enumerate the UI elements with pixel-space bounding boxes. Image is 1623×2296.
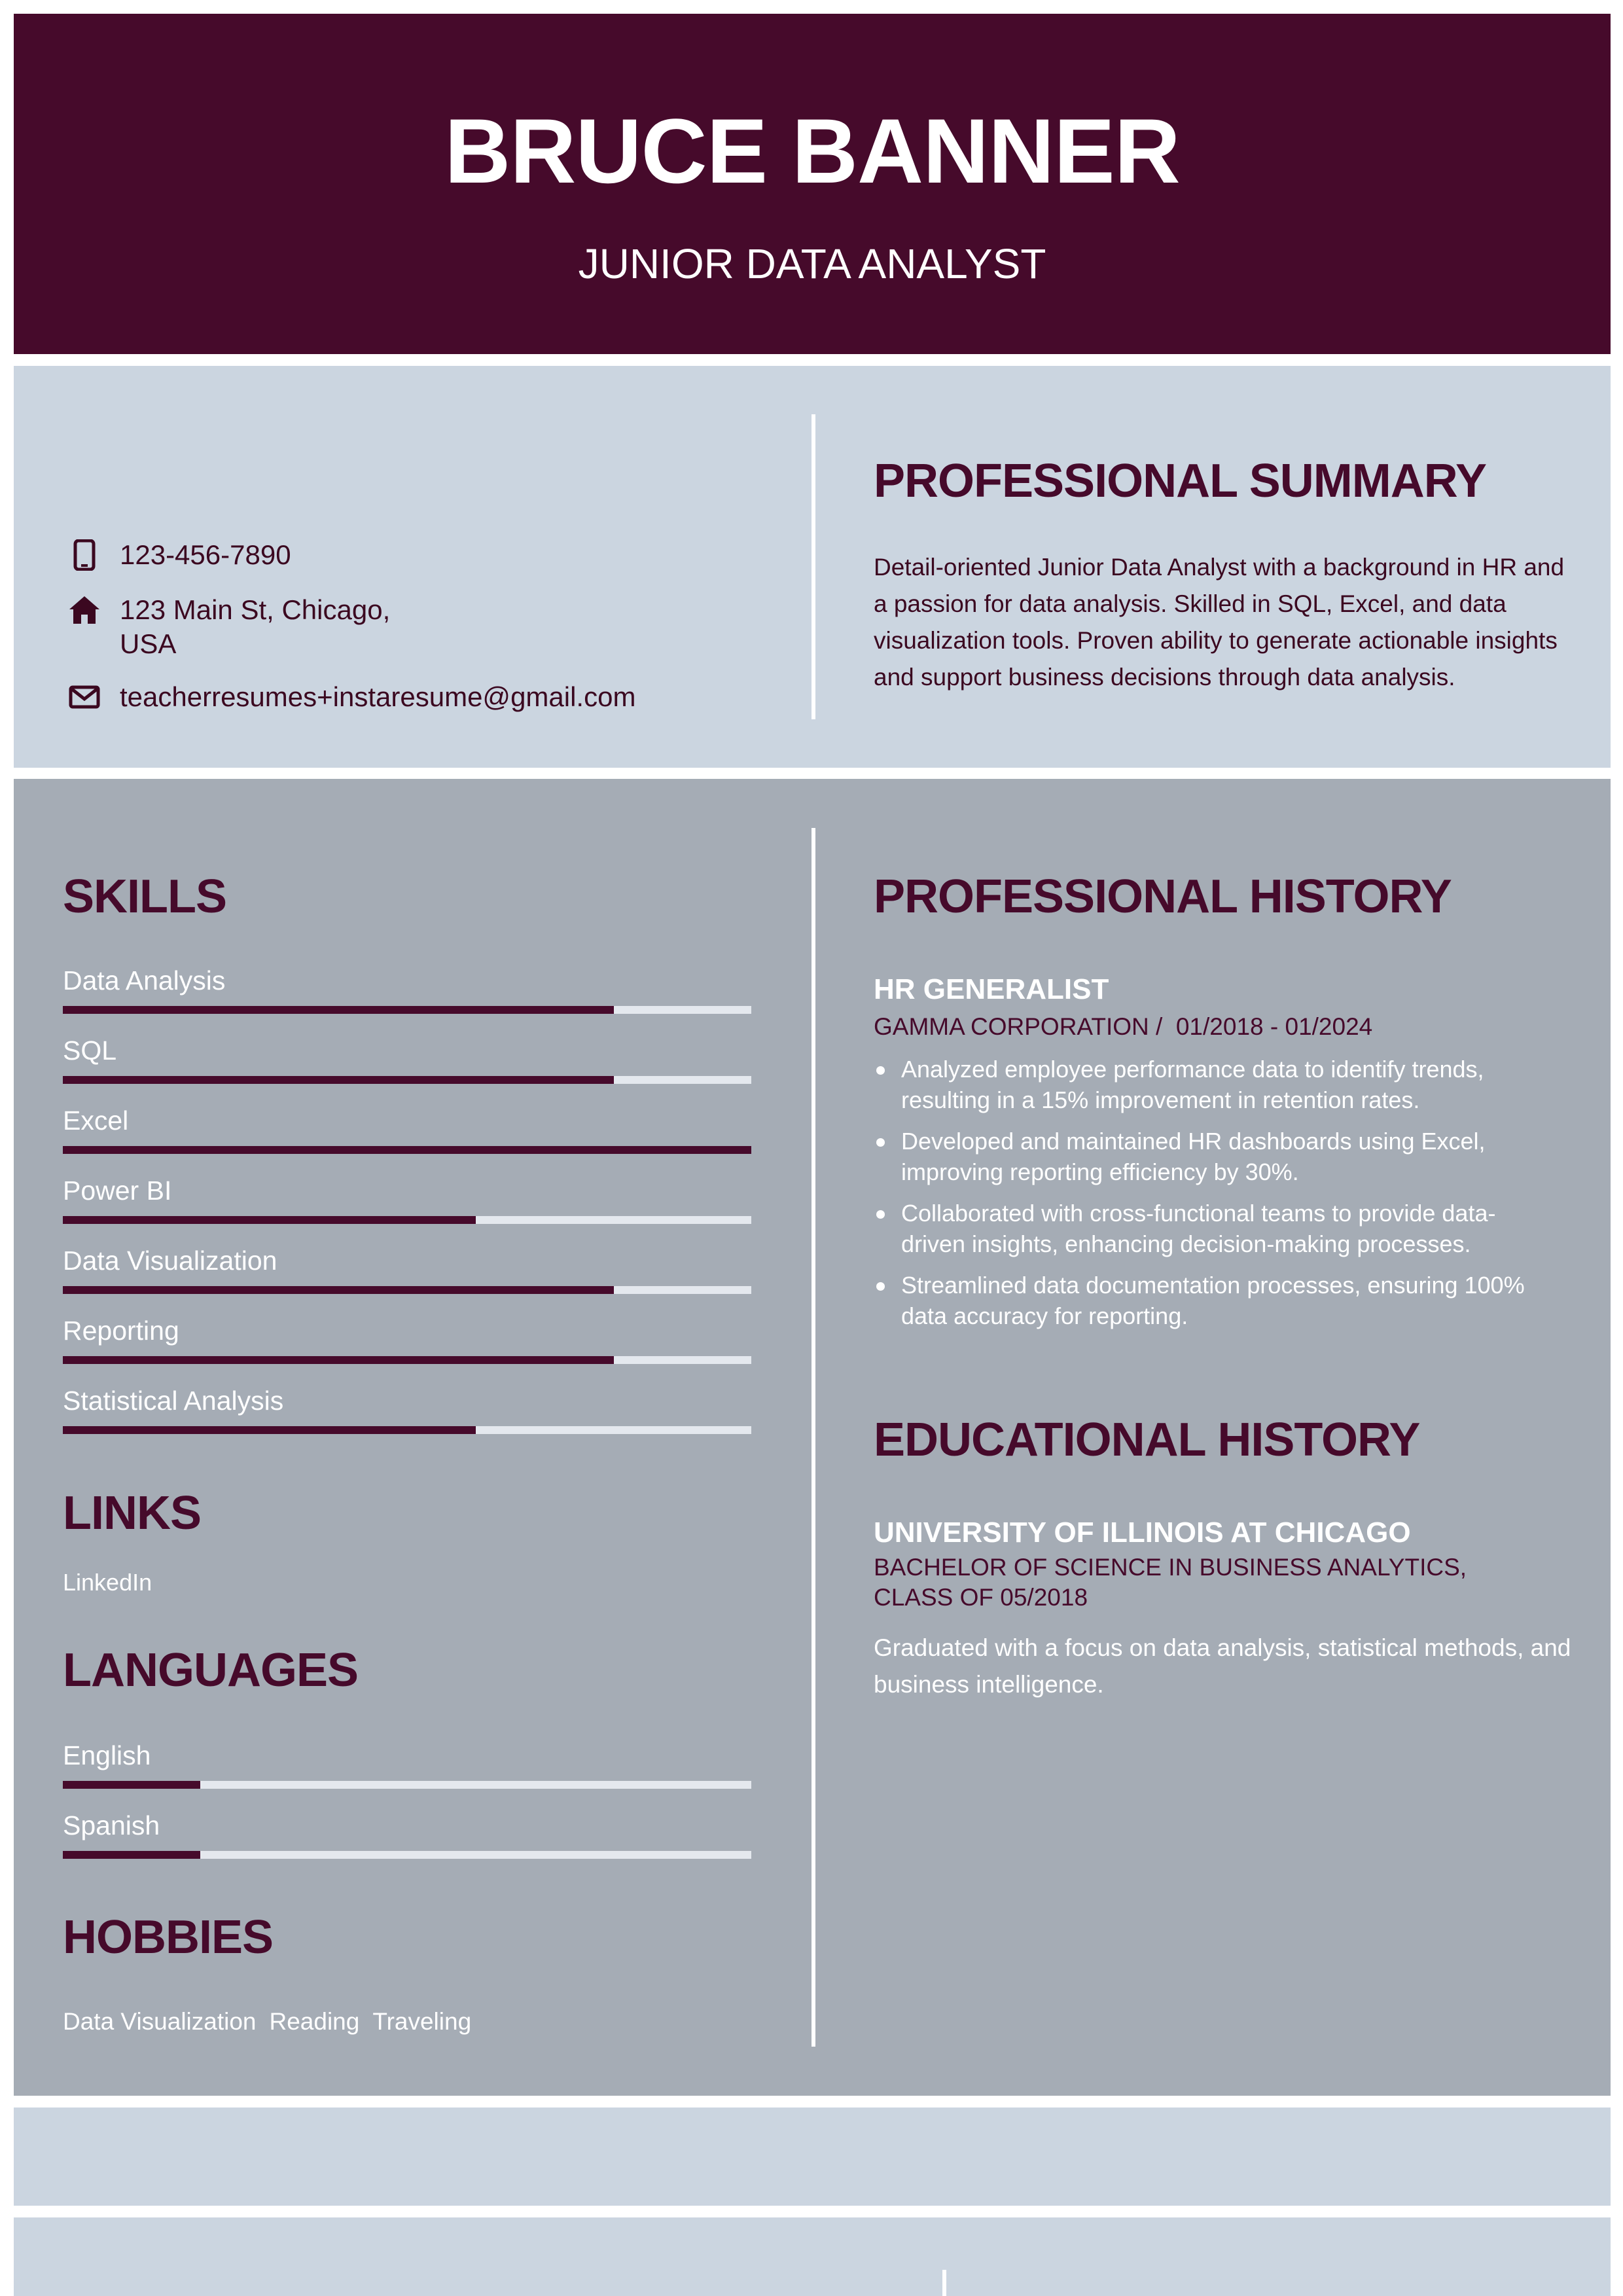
candidate-name: BRUCE BANNER xyxy=(444,99,1180,202)
job-bullet: Analyzed employee performance data to identify trends, resulting in a 15% improvement in retention rates. xyxy=(874,1054,1528,1115)
column-divider xyxy=(812,414,815,719)
address-line2: USA xyxy=(120,628,177,659)
level-bar-fill xyxy=(63,1426,476,1434)
contact-summary-section xyxy=(14,366,1611,768)
contact-email xyxy=(67,680,635,714)
education-heading: EDUCATIONAL HISTORY xyxy=(874,1414,1420,1466)
skill-label: SQL xyxy=(63,1035,117,1066)
job-bullet: Developed and maintained HR dashboards using Excel, improving reporting efficiency by 30%. xyxy=(874,1126,1528,1187)
envelope-icon xyxy=(67,680,101,714)
skill-level-bar xyxy=(63,1006,751,1014)
address-line1: 123 Main St, Chicago, xyxy=(120,594,391,625)
degree-info xyxy=(874,1552,1594,1613)
skill-label: Data Analysis xyxy=(63,965,226,996)
links-heading: LINKS xyxy=(63,1487,201,1539)
job-dates: 01/2018 - 01/2024 xyxy=(1175,1013,1373,1040)
level-bar-fill xyxy=(63,1076,614,1084)
hobbies-heading: HOBBIES xyxy=(63,1911,274,1964)
contact-address xyxy=(67,593,390,661)
footer-band xyxy=(14,2217,1611,2296)
level-bar-fill xyxy=(63,1216,476,1224)
skill-label: Reporting xyxy=(63,1316,179,1346)
link-linkedin[interactable]: LinkedIn xyxy=(63,1569,152,1596)
skill-level-bar xyxy=(63,1076,751,1084)
skill-label: Data Visualization xyxy=(63,1246,277,1276)
job-company-dates xyxy=(874,1012,1594,1042)
education-description: Graduated with a focus on data analysis, statistical methods, and business intelligence. xyxy=(874,1634,1571,1698)
level-bar-fill xyxy=(63,1851,200,1859)
history-heading: PROFESSIONAL HISTORY xyxy=(874,870,1452,923)
skill-label: Power BI xyxy=(63,1175,172,1206)
level-bar-fill xyxy=(63,1146,751,1154)
language-label: Spanish xyxy=(63,1810,160,1840)
hobby-item: Reading xyxy=(269,2008,360,2035)
level-bar-fill xyxy=(63,1286,614,1294)
skills-heading: SKILLS xyxy=(63,870,227,923)
hobby-item: Traveling xyxy=(372,2008,472,2035)
summary-text: Detail-oriented Junior Data Analyst with a background in HR and a passion for data analysis. Skilled in SQL, Excel, and data visualization tools. Proven ability to generate actionable insights and support business decisions through data analysis. xyxy=(874,554,1565,691)
phone-number: 123-456-7890 xyxy=(120,539,291,570)
footer-band xyxy=(14,2108,1611,2206)
footer-divider-tick xyxy=(942,2270,946,2296)
email-address[interactable]: teacherresumes+instaresume@gmail.com xyxy=(120,681,636,712)
skill-label: Statistical Analysis xyxy=(63,1386,284,1416)
main-section xyxy=(14,779,1611,2096)
level-bar-fill xyxy=(63,1006,614,1014)
resume-header xyxy=(14,14,1611,354)
skill-level-bar xyxy=(63,1356,751,1364)
job-company: GAMMA CORPORATION / xyxy=(874,1013,1163,1040)
job-bullet: Collaborated with cross-functional teams to provide data-driven insights, enhancing decision-making processes. xyxy=(874,1198,1528,1259)
language-level-bar xyxy=(63,1781,751,1789)
languages-heading: LANGUAGES xyxy=(63,1644,359,1696)
language-label: English xyxy=(63,1740,151,1770)
school-name: UNIVERSITY OF ILLINOIS AT CHICAGO xyxy=(874,1516,1411,1549)
phone-icon xyxy=(67,538,101,572)
skill-level-bar xyxy=(63,1216,751,1224)
level-bar-fill xyxy=(63,1356,614,1364)
summary-heading: PROFESSIONAL SUMMARY xyxy=(874,455,1487,507)
job-bullets xyxy=(874,1054,1528,1342)
hobbies-list xyxy=(63,2009,484,2034)
skill-label: Excel xyxy=(63,1105,129,1136)
hobby-item: Data Visualization xyxy=(63,2008,257,2035)
contact-phone xyxy=(67,538,291,572)
language-level-bar xyxy=(63,1851,751,1859)
degree-line2: CLASS OF 05/2018 xyxy=(874,1584,1088,1611)
candidate-role: JUNIOR DATA ANALYST xyxy=(578,240,1046,287)
home-icon xyxy=(67,593,101,627)
job-bullet: Streamlined data documentation processes, ensuring 100% data accuracy for reporting. xyxy=(874,1270,1528,1331)
degree-line1: BACHELOR OF SCIENCE IN BUSINESS ANALYTICS, xyxy=(874,1554,1467,1581)
column-divider xyxy=(812,828,815,2047)
skill-level-bar xyxy=(63,1286,751,1294)
job-title: HR GENERALIST xyxy=(874,973,1109,1005)
skill-level-bar xyxy=(63,1146,751,1154)
level-bar-fill xyxy=(63,1781,200,1789)
address-block xyxy=(120,593,390,661)
skill-level-bar xyxy=(63,1426,751,1434)
